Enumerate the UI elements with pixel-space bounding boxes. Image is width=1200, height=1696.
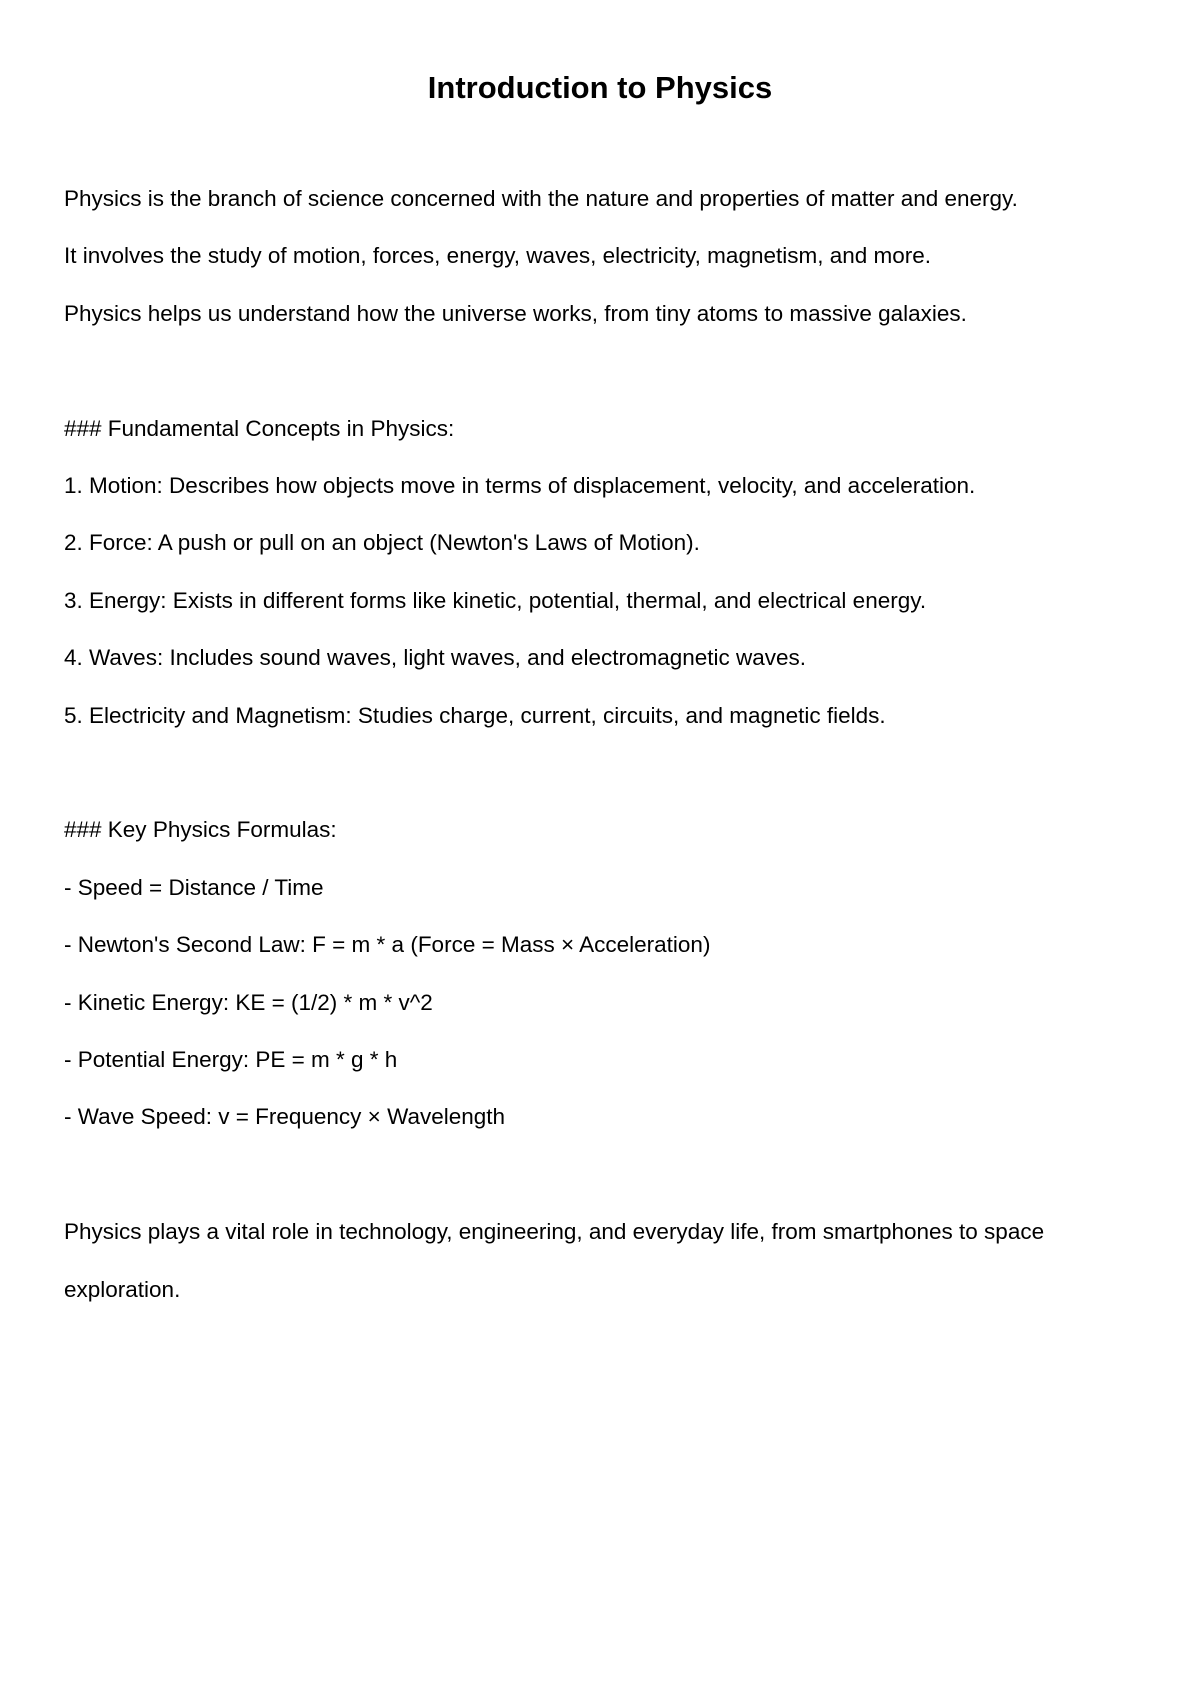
section-heading-formulas: ### Key Physics Formulas: [64, 817, 337, 843]
formula-item: - Speed = Distance / Time [64, 874, 324, 900]
concept-item: 5. Electricity and Magnetism: Studies charge, current, circuits, and magnetic fields. [64, 702, 886, 728]
formula-item: - Wave Speed: v = Frequency × Wavelength [64, 1104, 506, 1130]
concept-item: 1. Motion: Describes how objects move in terms of displacement, velocity, and acceleration. [64, 473, 976, 499]
intro-line: It involves the study of motion, forces, energy, waves, electricity, magnetism, and more. [64, 243, 932, 269]
concept-item: 3. Energy: Exists in different forms like kinetic, potential, thermal, and electrical energy. [64, 587, 927, 613]
formula-item: - Potential Energy: PE = m * g * h [64, 1047, 398, 1073]
formulas-section [64, 801, 1136, 1145]
blank-line [64, 744, 1136, 801]
concept-item: 4. Waves: Includes sound waves, light waves, and electromagnetic waves. [64, 645, 807, 671]
page-title: Introduction to Physics [427, 70, 773, 105]
closing-paragraph: Physics plays a vital role in technology, engineering, and everyday life, from smartphones to space exploration. [64, 1219, 1045, 1302]
section-heading-concepts: ### Fundamental Concepts in Physics: [64, 415, 455, 441]
intro-section [64, 170, 1136, 342]
formula-item: - Kinetic Energy: KE = (1/2) * m * v^2 [64, 989, 433, 1015]
intro-line: Physics is the branch of science concerned with the nature and properties of matter and energy. [64, 186, 1018, 211]
formula-item: - Newton's Second Law: F = m * a (Force = Mass × Acceleration) [64, 932, 711, 958]
concepts-section [64, 400, 1136, 744]
intro-line: Physics helps us understand how the universe works, from tiny atoms to massive galaxies. [64, 300, 967, 326]
blank-line [64, 1146, 1136, 1203]
concept-item: 2. Force: A push or pull on an object (Newton's Laws of Motion). [64, 530, 700, 556]
blank-line [64, 342, 1136, 399]
